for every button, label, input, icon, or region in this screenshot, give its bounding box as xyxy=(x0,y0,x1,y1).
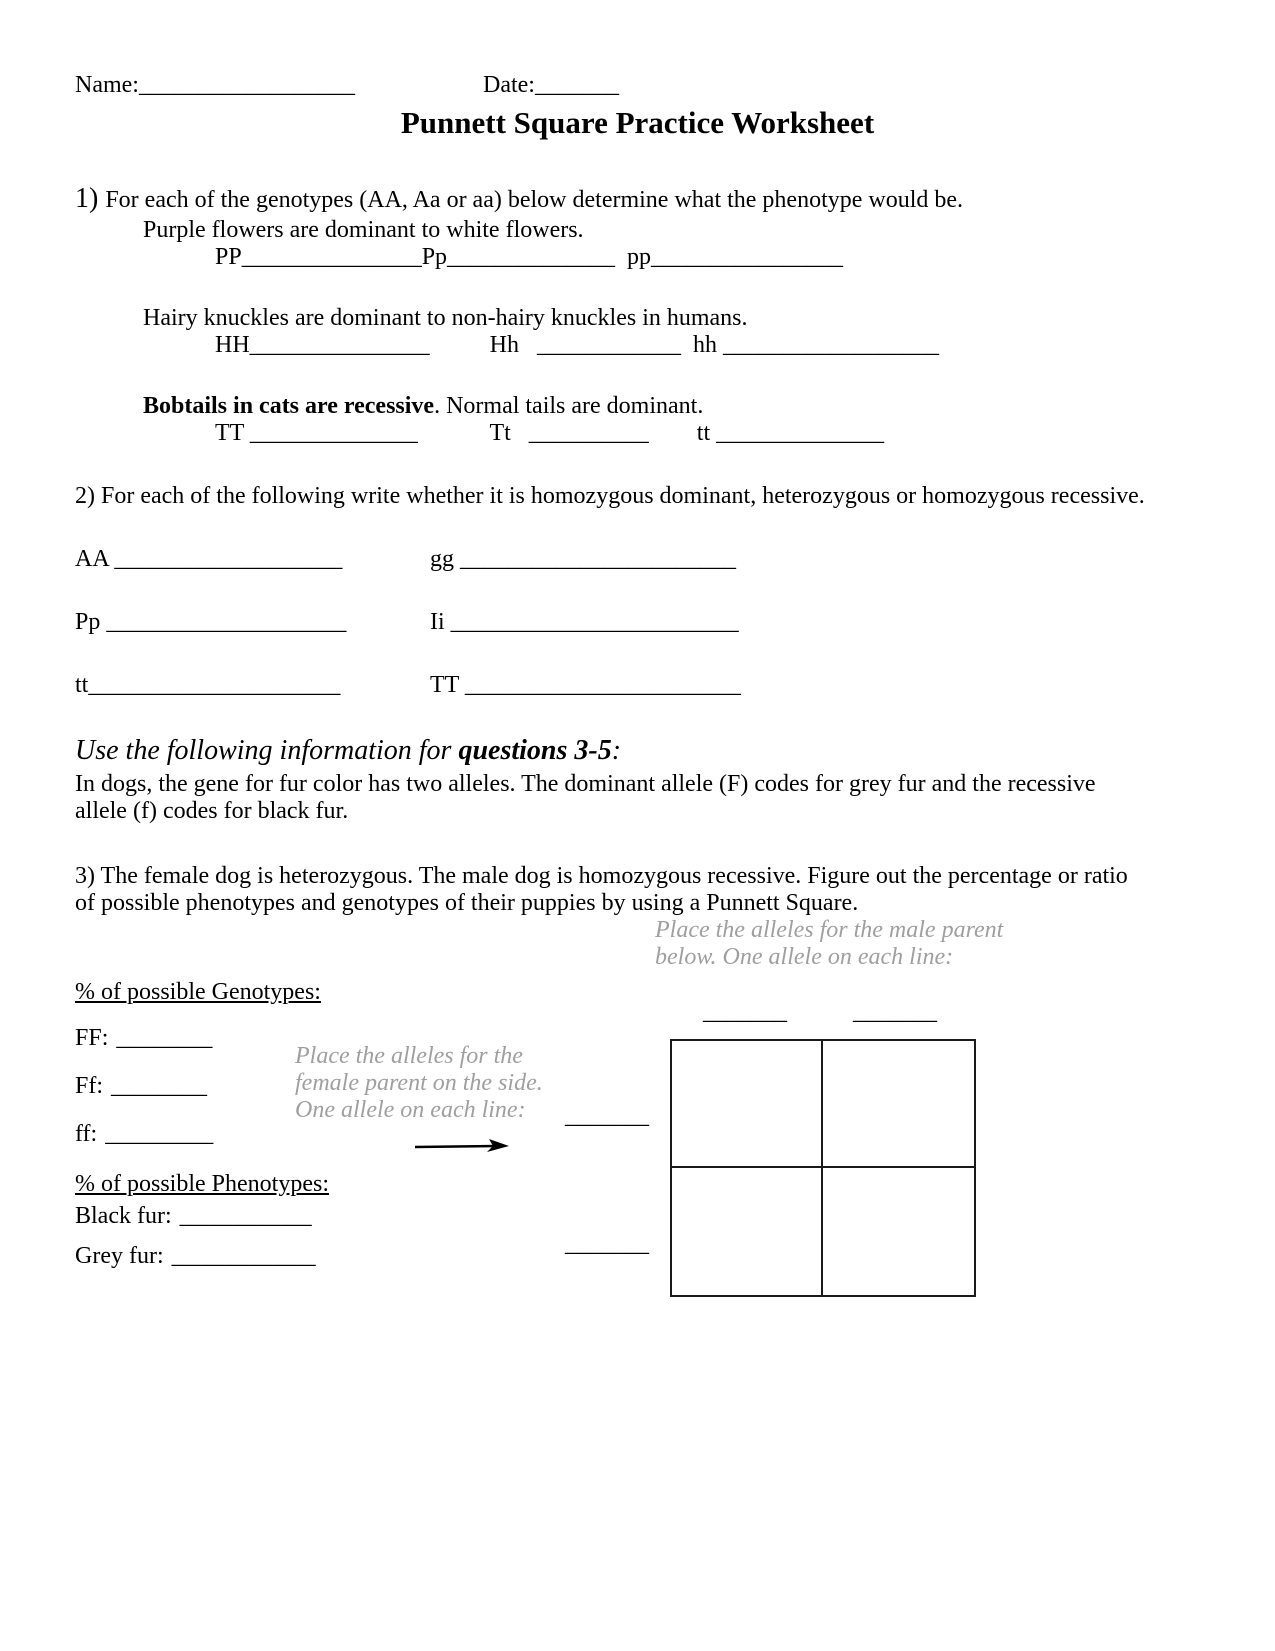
genotype-Ff-blank: ________ xyxy=(111,1073,208,1099)
name-label: Name: xyxy=(75,72,139,98)
flowers-statement: Purple flowers are dominant to white flowers. xyxy=(143,217,584,243)
phenotype-grey-blank: ____________ xyxy=(171,1243,316,1269)
bobtails-statement-bold: Bobtails in cats are recessive xyxy=(143,393,435,419)
bobtails-statement-rest: . Normal tails are dominant. xyxy=(434,393,704,419)
q2-item-TT: TT _______________________ xyxy=(430,672,741,698)
info-heading-regular: Use the following information for xyxy=(75,735,459,766)
question-1-number: 1) xyxy=(75,183,106,214)
genotype-Ff-label: Ff: xyxy=(75,1073,104,1099)
info-heading xyxy=(75,735,1200,767)
q2-item-AA: AA ___________________ xyxy=(75,546,343,572)
genotype-ff-row xyxy=(75,1121,213,1148)
date-field xyxy=(483,72,619,99)
flowers-answer-line: PP_______________Pp______________ pp________________ xyxy=(215,244,844,270)
genotype-FF-row xyxy=(75,1025,212,1052)
punnett-cell-bottom-left xyxy=(672,1168,823,1295)
phenotypes-heading: % of possible Phenotypes: xyxy=(75,1171,329,1197)
bobtails-answer-line: TT ______________ Tt __________ tt ______________ xyxy=(215,420,885,446)
female-allele-blank-1: _______ xyxy=(565,1103,649,1129)
male-allele-blank-1: _______ xyxy=(703,999,787,1025)
q2-row-3 xyxy=(75,672,1200,699)
name-field xyxy=(75,72,355,99)
male-allele-blank-2: _______ xyxy=(853,999,937,1025)
date-blank: _______ xyxy=(534,72,619,98)
name-blank: __________________ xyxy=(138,72,355,98)
question-1-prompt xyxy=(75,183,1150,215)
genotype-Ff-row xyxy=(75,1073,207,1100)
punnett-cell-bottom-right xyxy=(823,1168,974,1295)
phenotype-grey-label: Grey fur: xyxy=(75,1243,164,1269)
genotype-ff-blank: _________ xyxy=(105,1121,214,1147)
genotypes-heading: % of possible Genotypes: xyxy=(75,979,321,1005)
question-3-workspace xyxy=(75,917,1200,1351)
q2-item-Pp: Pp ____________________ xyxy=(75,609,347,635)
phenotype-black-row xyxy=(75,1203,312,1230)
female-parent-note: Place the alleles for the female parent on the side. One allele on each line: xyxy=(295,1043,543,1123)
info-heading-bold: questions 3-5 xyxy=(458,735,612,766)
female-allele-blank-2: _______ xyxy=(565,1231,649,1257)
phenotype-black-blank: ___________ xyxy=(179,1203,312,1229)
male-parent-note: Place the alleles for the male parent below. One allele on each line: xyxy=(655,917,1004,970)
q2-item-gg: gg _______________________ xyxy=(430,546,736,572)
arrow-icon xyxy=(413,1135,513,1153)
q2-row-2 xyxy=(75,609,1200,636)
phenotype-grey-row xyxy=(75,1243,316,1270)
genotype-FF-blank: ________ xyxy=(116,1025,213,1051)
info-body: In dogs, the gene for fur color has two alleles. The dominant allele (F) codes for grey fur and the recessive allele (f) codes for black fur. xyxy=(75,771,1096,824)
question-3-prompt: 3) The female dog is heterozygous. The male dog is homozygous recessive. Figure out the percentage or ratio of possible phenotypes and genotypes of their puppies by using a Punnett Square. xyxy=(75,863,1128,916)
bobtails-statement xyxy=(143,393,1200,420)
question-2-prompt: 2) For each of the following write whether it is homozygous dominant, heterozygous or homozygous recessive. xyxy=(75,483,1145,509)
question-1-text: For each of the genotypes (AA, Aa or aa) below determine what the phenotype would be. xyxy=(105,187,964,213)
header xyxy=(75,72,1200,99)
phenotype-black-label: Black fur: xyxy=(75,1203,172,1229)
q2-item-tt: tt_____________________ xyxy=(75,672,341,698)
knuckles-answer-line: HH_______________ Hh ____________ hh __________________ xyxy=(215,332,939,358)
date-label: Date: xyxy=(482,72,535,98)
q2-row-1 xyxy=(75,546,1200,573)
knuckles-statement: Hairy knuckles are dominant to non-hairy knuckles in humans. xyxy=(143,305,748,331)
punnett-square xyxy=(670,1039,976,1297)
q2-item-Ii: Ii ________________________ xyxy=(430,609,739,635)
punnett-cell-top-right xyxy=(823,1041,974,1168)
genotype-FF-label: FF: xyxy=(75,1025,109,1051)
punnett-cell-top-left xyxy=(672,1041,823,1168)
genotype-ff-label: ff: xyxy=(75,1121,98,1147)
page-title: Punnett Square Practice Worksheet xyxy=(400,105,875,140)
info-heading-colon: : xyxy=(611,735,622,766)
